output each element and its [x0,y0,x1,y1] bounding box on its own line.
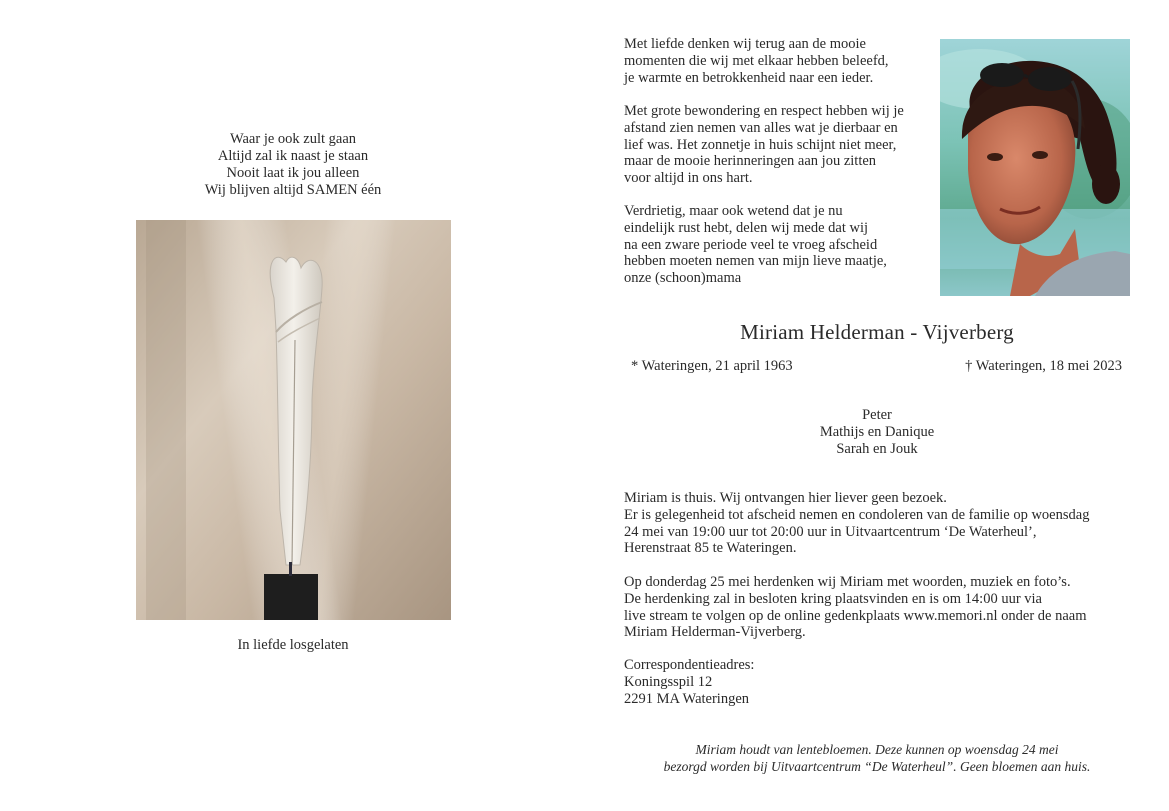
memorial-info [624,574,1087,641]
death-date: † Wateringen, 18 mei 2023 [965,358,1122,374]
text-line: momenten die wij met elkaar hebben beleefd, [624,52,889,69]
text-line: je warmte en betrokkenheid naar een ieder. [624,69,874,86]
deceased-name: Miriam Helderman - Vijverberg [740,320,1014,344]
text-line: eindelijk rust hebt, delen wij mede dat wij [624,219,869,236]
family-member: Sarah en Jouk [836,440,918,457]
text-line: maar de mooie herinneringen aan jou zitten [624,153,877,170]
text-line: Miriam Helderman-Vijverberg. [624,624,806,641]
flowers-note [624,741,1130,775]
text-line: 24 mei van 19:00 uur tot 20:00 uur in Uitvaartcentrum ‘De Waterheul’, [624,523,1037,540]
poem-line: Nooit laat ik jou alleen [226,165,360,181]
paragraph-respect [624,103,904,187]
text-line: Verdrietig, maar ook wetend dat je nu [624,203,843,219]
text-line: onze (schoon)mama [624,270,742,287]
poem-line: Altijd zal ik naast je staan [217,148,369,164]
family-member: Peter [862,407,892,423]
birth-date: * Wateringen, 21 april 1963 [631,358,793,374]
text-line: Herenstraat 85 te Wateringen. [624,540,797,557]
text-line: voor altijd in ons hart. [624,170,753,187]
text-line: Miriam is thuis. Wij ontvangen hier liever geen bezoek. [624,490,947,506]
paragraph-memories [624,36,889,86]
portrait-photo [940,39,1130,296]
text-line: bezorgd worden bij Uitvaartcentrum “De Waterheul”. Geen bloemen aan huis. [663,759,1091,774]
poem-line: Waar je ook zult gaan [229,131,357,147]
text-line: Met liefde denken wij terug aan de mooie [624,36,866,52]
text-line: Op donderdag 25 mei herdenken wij Miriam met woorden, muziek en foto’s. [624,574,1071,590]
visit-info [624,490,1089,557]
sculpture-photo [136,220,451,620]
poem-line: Wij blijven altijd SAMEN één [204,182,382,198]
family-member: Mathijs en Danique [819,423,935,440]
text-line: live stream te volgen op de online gedenkplaats www.memori.nl onder de naam [624,607,1087,624]
text-line: afstand zien nemen van alles wat je dierbaar en [624,119,898,136]
caption: In liefde losgelaten [237,637,349,653]
text-line: Correspondentieadres: [624,657,755,673]
text-line: lief was. Het zonnetje in huis schijnt niet meer, [624,136,897,153]
correspondence-address [624,657,754,707]
text-line: Met grote bewondering en respect hebben wij je [624,103,904,119]
text-line: De herdenking zal in besloten kring plaatsvinden en is om 14:00 uur via [624,590,1042,607]
text-line: na een zware periode veel te vroeg afscheid [624,236,878,253]
text-line: Miriam houdt van lentebloemen. Deze kunnen op woensdag 24 mei [695,742,1059,757]
paragraph-announcement [624,203,887,287]
poem [135,131,451,199]
family-list [624,407,1130,457]
text-line: 2291 MA Wateringen [624,690,750,707]
text-line: hebben moeten nemen van mijn lieve maatje, [624,253,887,270]
text-line: Er is gelegenheid tot afscheid nemen en condoleren van de familie op woensdag [624,506,1090,523]
text-line: Koningsspil 12 [624,673,713,690]
